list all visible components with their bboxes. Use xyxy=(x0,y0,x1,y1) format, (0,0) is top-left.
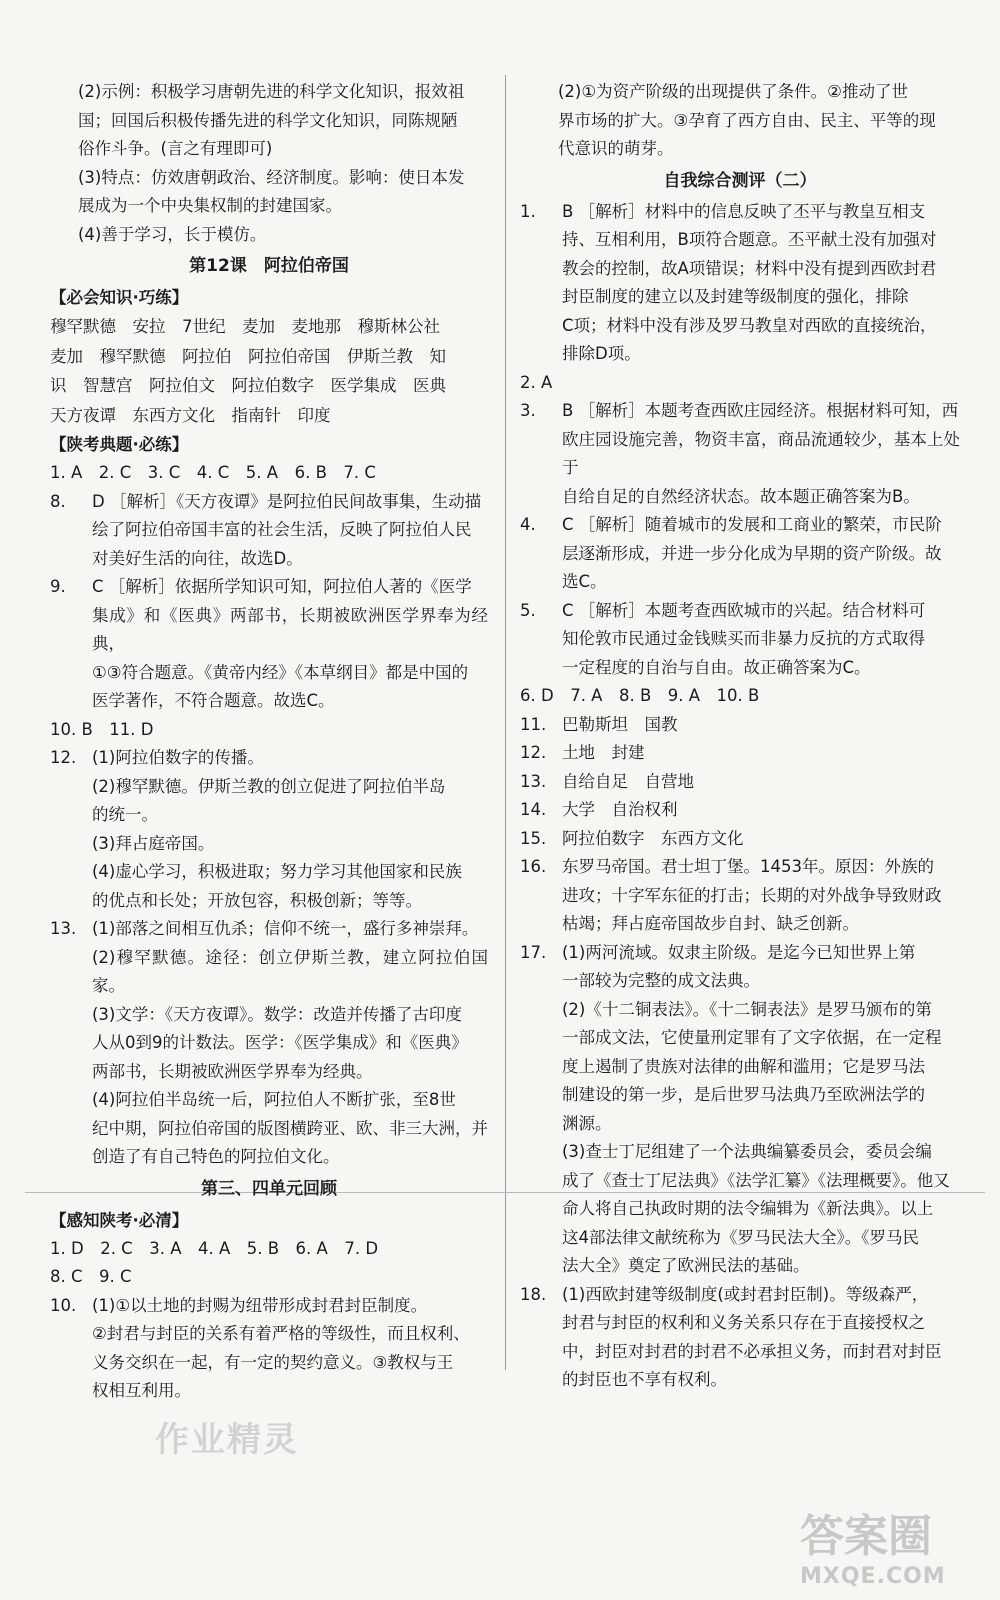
keyword-line: 麦加 穆罕默德 阿拉伯 阿拉伯帝国 伊斯兰教 知 xyxy=(50,346,446,366)
answer-line: 人从0到9的计数法。医学：《医学集成》和《医典》 xyxy=(92,1033,468,1052)
question-3 xyxy=(520,397,960,511)
answer-line: (3)查士丁尼组建了一个法典编纂委员会，委员会编 xyxy=(562,1142,932,1161)
answer-line: B ［解析］本题考查西欧庄园经济。根据材料可知，西 xyxy=(562,401,959,420)
answer-line: 知伦敦市民通过金钱赎买而非暴力反抗的方式取得 xyxy=(562,629,925,648)
question-9 xyxy=(50,573,488,716)
answer-line: 义务交织在一起，有一定的契约意义。③教权与王 xyxy=(92,1352,454,1372)
right-column xyxy=(520,78,960,1395)
question-number: 4. xyxy=(520,515,536,534)
answer-line: 一部成文法，它使量刑定罪有了文字依据，在一定程 xyxy=(562,1028,942,1047)
answer-line: (2)①为资产阶级的出现提供了条件。②推动了世 xyxy=(558,82,908,101)
watermark-logo-text: 答案圈 xyxy=(800,1511,932,1562)
question-number: 12. xyxy=(50,748,77,767)
left-column xyxy=(50,78,488,1406)
answer-line: 界市场的扩大。③孕育了西方自由、民主、平等的现 xyxy=(558,110,936,130)
answer-line: 医学著作，不符合题意。故选C。 xyxy=(92,691,335,710)
watermark-stamp: 作业精灵 xyxy=(155,1420,299,1460)
answer-line: 10. B 11. D xyxy=(50,719,154,739)
answer-line: 封君与封臣的权利和义务关系只存在于直接授权之 xyxy=(562,1313,925,1332)
question-number: 15. xyxy=(520,828,547,848)
answer-line: 大学 自治权利 xyxy=(562,800,678,819)
answer-line: 持、互相利用，B项符合题意。丕平献土没有加强对 xyxy=(562,230,937,249)
question-12 xyxy=(520,739,960,768)
answer-line: ②封君与封臣的关系有着严格的等级性，而且权利、 xyxy=(92,1324,470,1343)
question-18 xyxy=(520,1281,960,1395)
answer-line: 的优点和长处；开放包容，积极创新；等等。 xyxy=(92,890,422,910)
question-number: 13. xyxy=(520,771,547,791)
question-14 xyxy=(520,796,960,825)
answer-line: 教会的控制，故A项错误；材料中没有提到西欧封君 xyxy=(562,258,937,278)
answer-line: 一定程度的自治与自由。故正确答案为C。 xyxy=(562,657,871,677)
answer-line: 自给自足的自然经济状态。故本题正确答案为B。 xyxy=(562,486,920,506)
keyword-line: 识 智慧宫 阿拉伯文 阿拉伯数字 医学集成 医典 xyxy=(50,376,446,395)
question-10 xyxy=(50,1292,488,1406)
answer-line: 巴勒斯坦 国教 xyxy=(562,714,678,734)
question-number: 12. xyxy=(520,743,547,762)
answer-line: B ［解析］材料中的信息反映了丕平与教皇互相支 xyxy=(562,201,926,221)
watermark-logo-url: MXQE.COM xyxy=(800,1564,946,1589)
answer-line: 制建设的第一步，是后世罗马法典乃至欧洲法学的 xyxy=(562,1085,925,1104)
test-title: 自我综合测评（二） xyxy=(663,170,817,191)
answer-line: 集成》和《医典》两部书，长期被欧洲医学界奉为经典， xyxy=(92,605,488,653)
answer-line: (4)虚心学习，积极进取；努力学习其他国家和民族 xyxy=(92,862,462,881)
answer-line: D ［解析］《天方夜谭》是阿拉伯民间故事集，生动描 xyxy=(92,491,482,511)
question-5 xyxy=(520,597,960,683)
answer-line: (1)阿拉伯数字的传播。 xyxy=(92,748,264,767)
answer-line: 枯竭；拜占庭帝国故步自封、缺乏创新。 xyxy=(562,914,859,933)
answer-line: 自给自足 自营地 xyxy=(562,771,694,791)
answer-line: ①③符合题意。《黄帝内经》《本草纲目》都是中国的 xyxy=(92,662,469,682)
section-heading: 【陕考典题·必练】 xyxy=(50,435,189,454)
question-number: 9. xyxy=(50,577,66,596)
question-15 xyxy=(520,825,960,854)
answer-line: 8. C 9. C xyxy=(50,1267,132,1286)
question-number: 10. xyxy=(50,1295,77,1315)
watermark-logo xyxy=(800,1500,980,1590)
answer-line: (1)①以土地的封赐为纽带形成封君封臣制度。 xyxy=(92,1295,428,1315)
answer-line: 的统一。 xyxy=(92,805,158,824)
question-number: 8. xyxy=(50,491,66,511)
answer-line: 选C。 xyxy=(562,572,607,591)
answer-line: 2. A xyxy=(520,372,553,392)
answer-line: 排除D项。 xyxy=(562,344,641,363)
answer-line: 创造了有自己特色的阿拉伯文化。 xyxy=(92,1147,340,1166)
answer-line: 东罗马帝国。君士坦丁堡。1453年。原因：外族的 xyxy=(562,857,934,876)
answer-line: 的封臣也不享有权利。 xyxy=(562,1370,727,1389)
answer-line: C ［解析］依据所学知识可知，阿拉伯人著的《医学 xyxy=(92,577,472,596)
answer-line: (1)西欧封建等级制度(或封君封臣制)。等级森严， xyxy=(562,1284,929,1304)
question-16 xyxy=(520,853,960,939)
answer-line: 渊源。 xyxy=(562,1113,612,1133)
answer-line: (3)拜占庭帝国。 xyxy=(92,833,215,853)
answer-line: C ［解析］随着城市的发展和工商业的繁荣，市民阶 xyxy=(562,515,942,534)
answer-line: 进攻；十字军东征的打击；长期的对外战争导致财政 xyxy=(562,885,942,905)
answer-line: (1)两河流域。奴隶主阶级。是迄今已知世界上第 xyxy=(562,942,916,962)
answer-line: 法大全》奠定了欧洲民法的基础。 xyxy=(562,1256,810,1275)
section-heading: 【感知陕考·必清】 xyxy=(50,1210,189,1230)
question-number: 3. xyxy=(520,401,536,420)
keyword-line: 穆罕默德 安拉 7世纪 麦加 麦地那 穆斯林公社 xyxy=(50,317,440,336)
question-number: 1. xyxy=(520,201,536,221)
question-number: 11. xyxy=(520,714,547,734)
keyword-line: 天方夜谭 东西方文化 指南针 印度 xyxy=(50,405,331,425)
unit-title: 第三、四单元回顾 xyxy=(201,1178,337,1199)
question-number: 13. xyxy=(50,919,77,938)
question-8 xyxy=(50,488,488,574)
answer-line: (3)文学：《天方夜谭》。数学：改造并传播了古印度 xyxy=(92,1004,462,1024)
answer-line: (3)特点：仿效唐朝政治、经济制度。影响：使日本发 xyxy=(78,167,465,187)
lesson-title: 第12课 阿拉伯帝国 xyxy=(189,256,349,276)
question-13 xyxy=(520,768,960,797)
answer-line: (2)示例：积极学习唐朝先进的科学文化知识，报效祖 xyxy=(78,82,465,101)
answer-line: 欧庄园设施完善，物资丰富，商品流通较少，基本上处于 xyxy=(562,429,960,477)
question-number: 17. xyxy=(520,942,547,962)
column-divider xyxy=(505,75,506,1370)
answer-line: 国；回国后积极传播先进的科学文化知识，同陈规陋 xyxy=(78,110,458,130)
answer-line: (1)部落之间相互仇杀；信仰不统一，盛行多神崇拜。 xyxy=(92,919,479,938)
question-17 xyxy=(520,939,960,1281)
answer-line: 土地 封建 xyxy=(562,743,645,762)
question-number: 18. xyxy=(520,1284,547,1304)
answer-line: 这4部法律文献统称为《罗马民法大全》。《罗马民 xyxy=(562,1227,919,1247)
answer-line: 一部较为完整的成文法典。 xyxy=(562,971,760,990)
answer-line: (4)阿拉伯半岛统一后，阿拉伯人不断扩张，至8世 xyxy=(92,1090,456,1109)
question-13 xyxy=(50,915,488,1172)
answer-line: 阿拉伯数字 东西方文化 xyxy=(562,828,744,848)
answer-line: 俗作斗争。(言之有理即可) xyxy=(78,139,273,158)
answer-line: 度上遏制了贵族对法律的曲解和滥用；它是罗马法 xyxy=(562,1056,925,1076)
question-4 xyxy=(520,511,960,597)
answer-line: 6. D 7. A 8. B 9. A 10. B xyxy=(520,686,760,705)
answer-line: 展成为一个中央集权制的封建国家。 xyxy=(78,196,342,215)
answer-line: 纪中期，阿拉伯帝国的版图横跨亚、欧、非三大洲，并 xyxy=(92,1118,488,1138)
question-11 xyxy=(520,711,960,740)
answer-line: 成了《查士丁尼法典》《法学汇纂》《法理概要》。他又 xyxy=(562,1170,950,1190)
question-number: 16. xyxy=(520,857,547,876)
question-number: 5. xyxy=(520,600,536,620)
answer-line: 权相互利用。 xyxy=(92,1381,191,1400)
answer-line: 两部书，长期被欧洲医学界奉为经典。 xyxy=(92,1061,373,1081)
answer-line: 层逐渐形成，并进一步分化成为早期的资产阶级。故 xyxy=(562,543,942,563)
answer-line: (4)善于学习，长于模仿。 xyxy=(78,224,267,244)
answer-line: (2)《十二铜表法》。《十二铜表法》是罗马颁布的第 xyxy=(562,999,932,1019)
answer-line: (2)穆罕默德。伊斯兰教的创立促进了阿拉伯半岛 xyxy=(92,776,446,796)
answer-line: 封臣制度的建立以及封建等级制度的强化，排除 xyxy=(562,287,909,306)
answer-line: 绘了阿拉伯帝国丰富的社会生活，反映了阿拉伯人民 xyxy=(92,520,472,539)
question-12 xyxy=(50,744,488,915)
question-1 xyxy=(520,198,960,369)
answer-line: 代意识的萌芽。 xyxy=(558,139,674,158)
answer-line: 1. A 2. C 3. C 4. C 5. A 6. B 7. C xyxy=(50,463,376,482)
question-number: 14. xyxy=(520,800,547,819)
answer-line: (2)穆罕默德。途径：创立伊斯兰教，建立阿拉伯国家。 xyxy=(92,947,488,995)
section-heading: 【必会知识·巧练】 xyxy=(50,288,189,307)
answer-line: C ［解析］本题考查西欧城市的兴起。结合材料可 xyxy=(562,600,926,620)
answer-line: 1. D 2. C 3. A 4. A 5. B 6. A 7. D xyxy=(50,1238,379,1258)
answer-line: 命人将自己执政时期的法令编辑为《新法典》。以上 xyxy=(562,1199,934,1218)
answer-line: C项；材料中没有涉及罗马教皇对西欧的直接统治， xyxy=(562,315,937,335)
answer-line: 对美好生活的向往，故选D。 xyxy=(92,548,303,568)
answer-line: 中，封臣对封君的封君不必承担义务，而封君对封臣 xyxy=(562,1341,942,1361)
